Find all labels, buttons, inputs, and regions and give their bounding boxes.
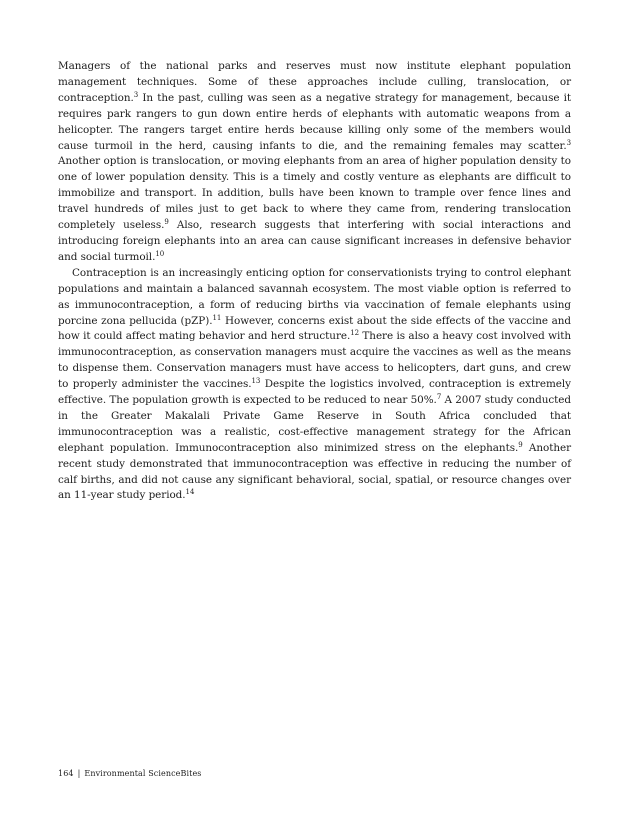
- page-footer: [58, 769, 202, 778]
- citation-superscript: 14: [185, 488, 195, 497]
- citation-superscript: 3: [133, 90, 139, 99]
- page-number: 164: [58, 769, 74, 778]
- citation-superscript: 7: [436, 393, 442, 402]
- book-title: Environmental ScienceBites: [84, 769, 202, 778]
- text-run: Another option is translocation, or moving elephants from an area of higher population density to one of lower population density. This is a timely and costly venture as elephants are difficult to immobilize and transport. In addition, bulls have been known to trample over fence lines and travel hundreds of miles just to get back to where they came from, rendering translocation completely useless.: [58, 155, 571, 232]
- text-run: Another recent study demonstrated that immunocontraception was effective in reducing the number of calf births, and did not cause any significant behavioral, social, spatial, or resource changes over an 11-year study period.: [58, 441, 571, 502]
- text-run: A 2007 study conducted in the Greater Makalali Private Game Reserve in South Africa concluded that immunocontraception was a realistic, cost-effective management strategy for the African elephant population. Immunocontraception also minimized stress on the elephants.: [58, 394, 571, 454]
- text-run: There is also a heavy cost involved with immunocontraception, as conservation managers must acquire the vaccines as well as the means to dispense them. Conservation managers must have access to helicopters, dart guns, and crew to properly administer the vaccines.: [58, 330, 571, 391]
- citation-superscript: 3: [566, 138, 571, 147]
- citation-superscript: 13: [251, 377, 261, 386]
- text-run: However, concerns exist about the side effects of the vaccine and how it could affect mating behavior and herd structure.: [58, 314, 572, 343]
- text-run: Managers of the national parks and reserves must now institute elephant population management techniques. Some of these approaches include culling, translocation, or contraception.: [58, 60, 571, 104]
- text-run: Contraception is an increasingly enticing option for conservationists trying to control elephant populations and maintain a balanced savannah ecosystem. The most viable option is referred to as immunocontraception, a form of reducing births via vaccination of female elephants using porcine zona pellucida (pZP).: [58, 266, 571, 327]
- citation-superscript: 12: [350, 329, 360, 338]
- text-run: Also, research suggests that interfering with social interactions and introducing foreign elephants into an area can cause significant increases in defensive behavior and social turmoil.: [58, 219, 571, 263]
- text-run: Despite the logistics involved, contraception is extremely effective. The population growth is expected to be reduced to near 50%.: [58, 378, 571, 407]
- citation-superscript: 11: [212, 313, 222, 322]
- citation-superscript: 10: [155, 249, 165, 258]
- citation-superscript: 9: [164, 218, 169, 227]
- body-text: [58, 59, 571, 504]
- paragraph: [58, 59, 571, 266]
- footer-separator: |: [77, 769, 81, 778]
- citation-superscript: 9: [518, 440, 523, 449]
- text-run: In the past, culling was seen as a negative strategy for management, because it requires park rangers to gun down entire herds of elephants with automatic weapons from a helicopter. The rangers target entire herds because killing only some of the members would cause turmoil in the herd, causing infants to die, and the remaining females may scatter.: [58, 91, 571, 152]
- paragraph: [58, 266, 571, 505]
